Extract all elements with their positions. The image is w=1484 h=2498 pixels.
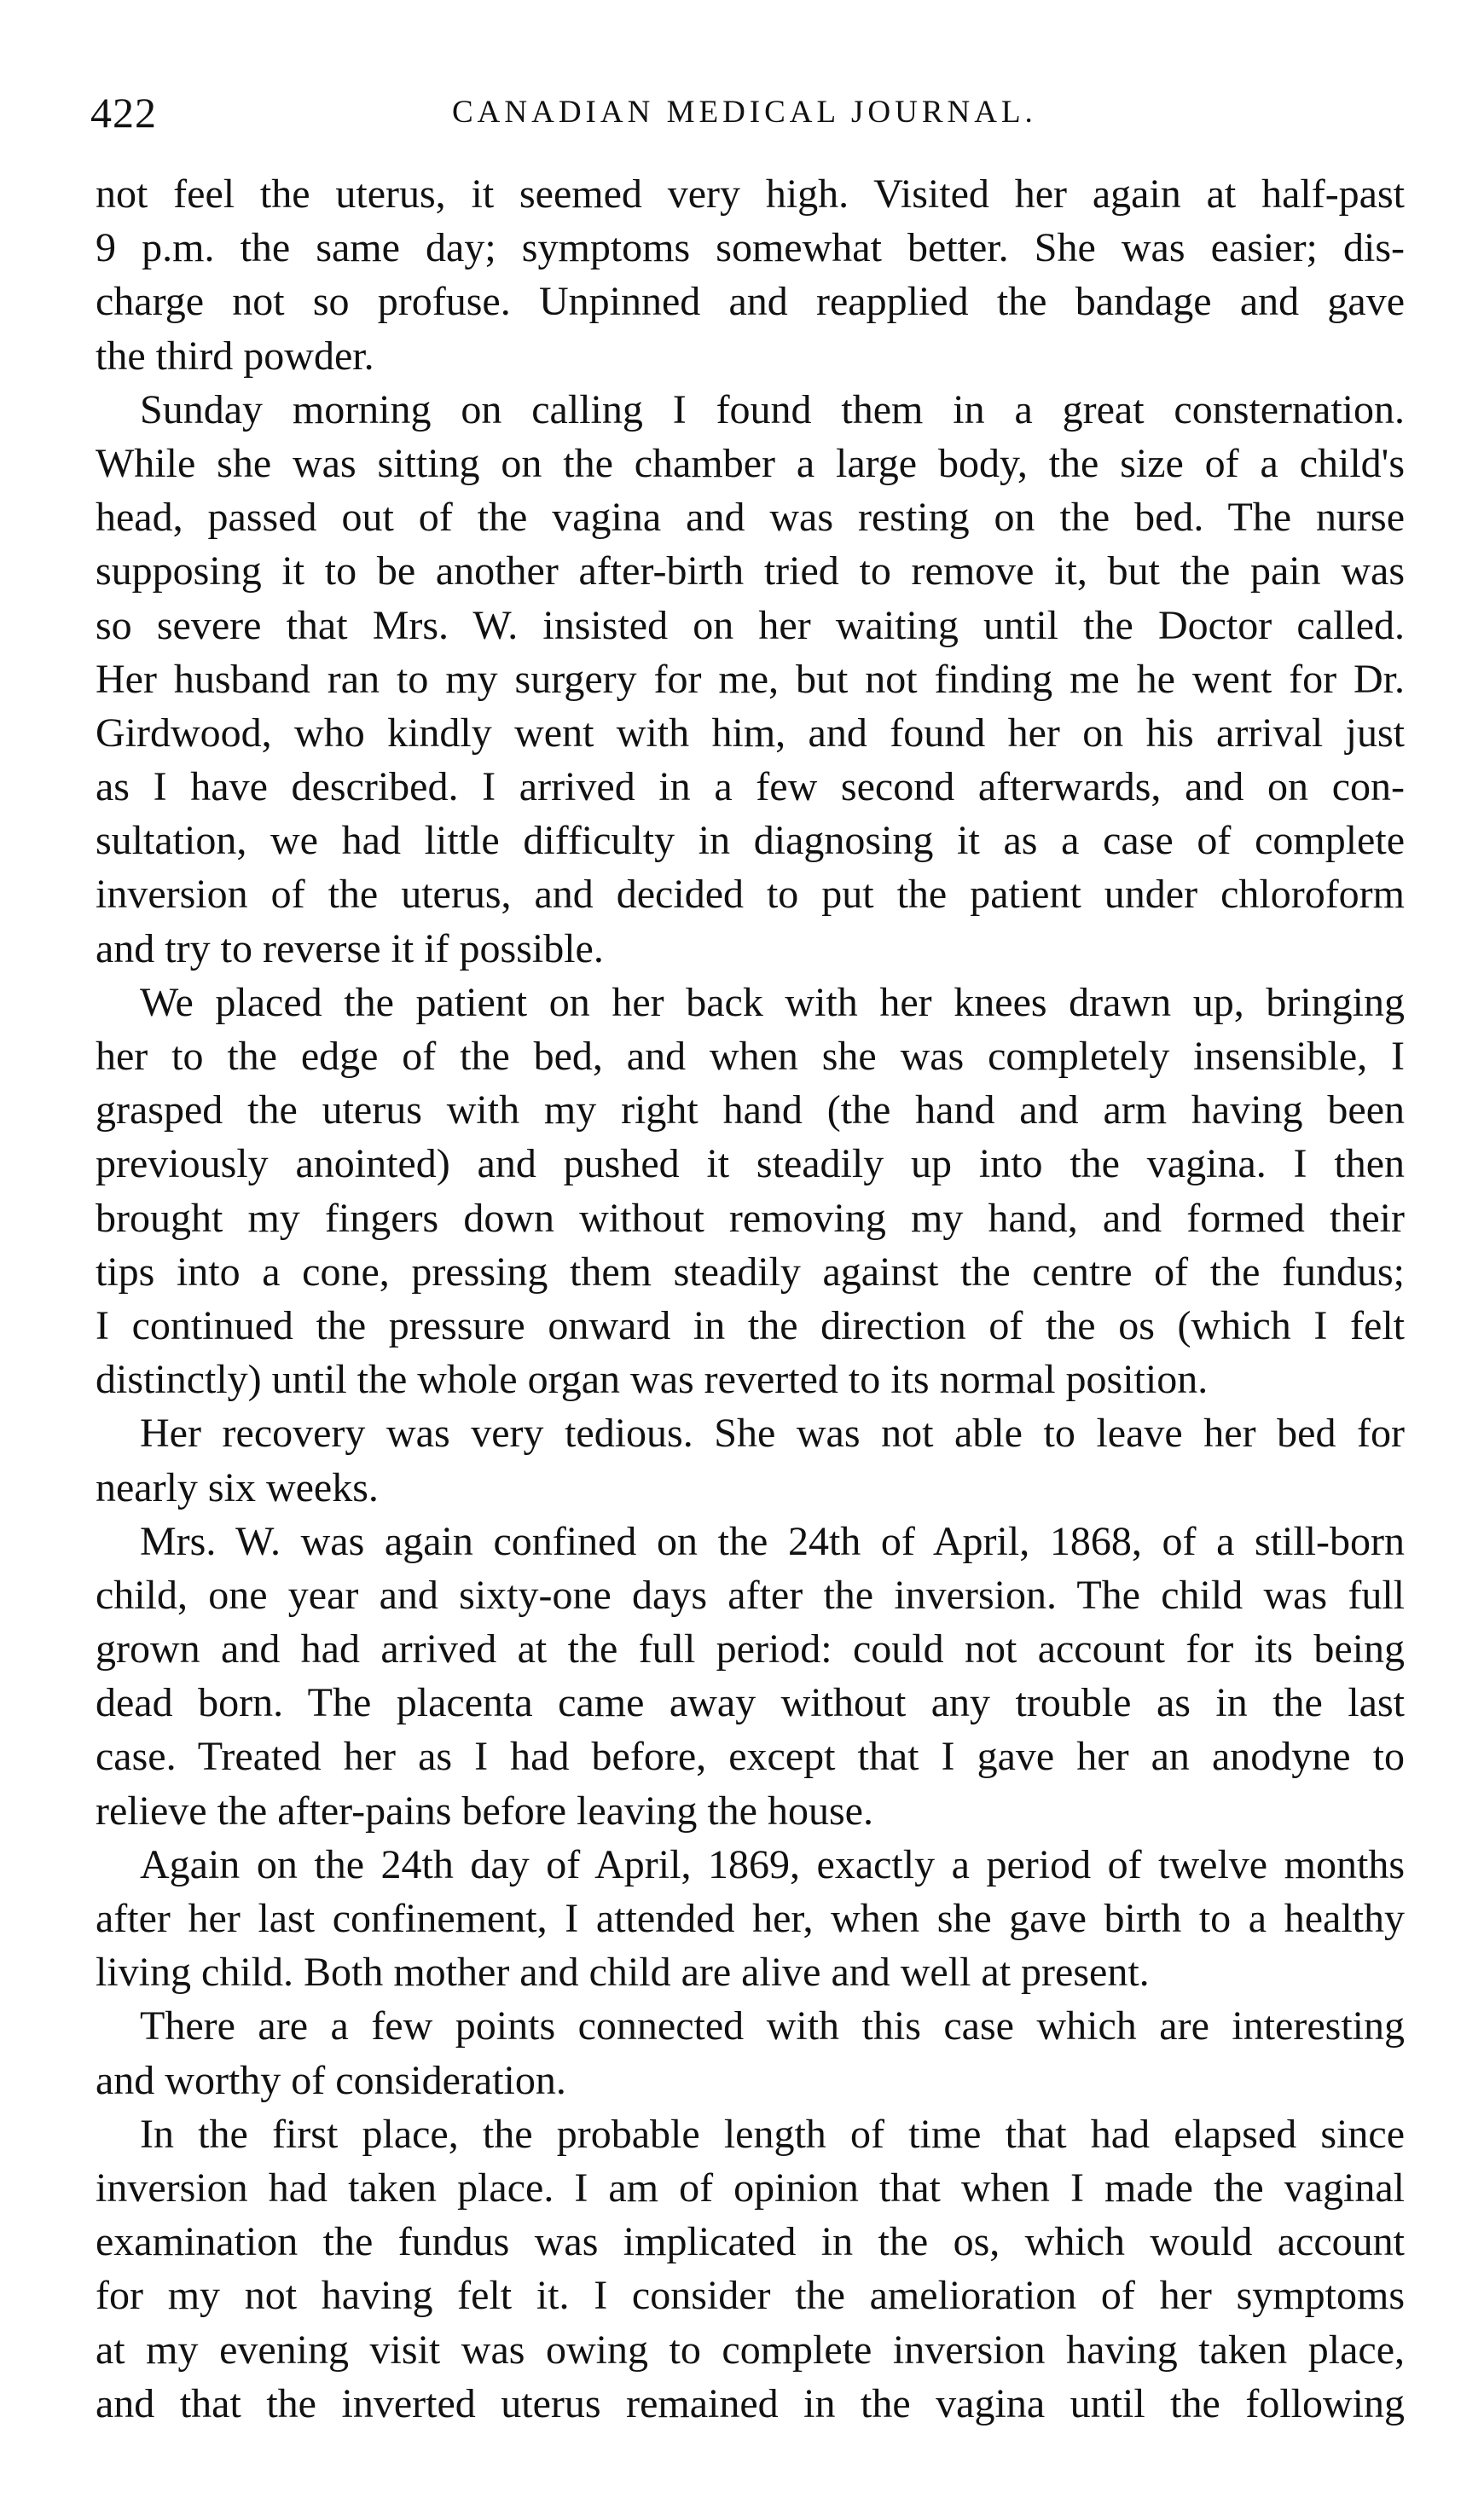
text-line: grasped the uterus with my right hand (the hand and arm having been: [96, 1087, 1405, 1133]
text-line: I continued the pressure onward in the direction of the os (which I felt: [96, 1302, 1405, 1348]
text-line: There are a few points connected with this case which are interesting: [140, 2003, 1405, 2049]
text-line: and that the inverted uterus remained in the vagina until the following: [96, 2380, 1405, 2426]
text-line: Mrs. W. was again confined on the 24th of April, 1868, of a still-born: [140, 1518, 1405, 1564]
text-line: not feel the uterus, it seemed very high. Visited her again at half-past: [96, 171, 1405, 217]
text-line: In the first place, the probable length of time that had elapsed since: [140, 2111, 1405, 2157]
text-line: living child. Both mother and child are alive and well at present.: [96, 1950, 1150, 1996]
text-line: inversion had taken place. I am of opinion that when I made the vaginal: [96, 2165, 1405, 2211]
text-line: sultation, we had little difficulty in diagnosing it as a case of complete: [96, 818, 1405, 864]
text-line: grown and had arrived at the full period: could not account for its being: [96, 1626, 1405, 1672]
text-line: Her husband ran to my surgery for me, but not finding me he went for Dr.: [96, 656, 1405, 702]
text-line: brought my fingers down without removing my hand, and formed their: [96, 1195, 1405, 1241]
text-line: Again on the 24th day of April, 1869, exactly a period of twelve months: [140, 1841, 1405, 1887]
text-line: Girdwood, who kindly went with him, and found her on his arrival just: [96, 710, 1405, 756]
text-line: and try to reverse it if possible.: [96, 925, 604, 971]
text-line: so severe that Mrs. W. insisted on her waiting until the Doctor called.: [96, 602, 1405, 648]
text-line: previously anointed) and pushed it steadily up into the vagina. I then: [96, 1141, 1405, 1187]
text-line: nearly six weeks.: [96, 1464, 379, 1510]
text-line: child, one year and sixty-one days after the inversion. The child was full: [96, 1572, 1405, 1618]
text-line: the third powder.: [96, 333, 374, 379]
text-line: tips into a cone, pressing them steadily against the centre of the fundus;: [96, 1249, 1405, 1295]
page-header: [85, 78, 1416, 147]
text-line: as I have described. I arrived in a few second afterwards, and on con-: [96, 764, 1405, 810]
text-line: We placed the patient on her back with her knees drawn up, bringing: [140, 979, 1405, 1025]
text-line: charge not so profuse. Unpinned and reapplied the bandage and gave: [96, 279, 1405, 325]
running-title: CANADIAN MEDICAL JOURNAL.: [452, 95, 1037, 130]
article-body: [96, 167, 1405, 2431]
text-line: her to the edge of the bed, and when she was completely insensible, I: [96, 1034, 1405, 1079]
text-line: after her last confinement, I attended her, when she gave birth to a healthy: [96, 1896, 1405, 1941]
text-line: distinctly) until the whole organ was reverted to its normal position.: [96, 1357, 1209, 1403]
text-line: dead born. The placenta came away without any trouble as in the last: [96, 1680, 1405, 1726]
text-line: Her recovery was very tedious. She was not able to leave her bed for: [140, 1411, 1405, 1457]
text-line: examination the fundus was implicated in the os, which would account: [96, 2219, 1405, 2265]
text-line: inversion of the uterus, and decided to put the patient under chloroform: [96, 872, 1405, 918]
text-line: at my evening visit was owing to complete inversion having taken place,: [96, 2327, 1405, 2373]
text-line: head, passed out of the vagina and was resting on the bed. The nurse: [96, 495, 1405, 541]
text-line: and worthy of consideration.: [96, 2057, 566, 2103]
text-line: relieve the after-pains before leaving the house.: [96, 1788, 873, 1834]
text-line: supposing it to be another after-birth tried to remove it, but the pain was: [96, 548, 1405, 594]
text-line: 9 p.m. the same day; symptoms somewhat better. She was easier; dis-: [96, 225, 1405, 271]
page-number: 422: [90, 89, 157, 136]
text-line: Sunday morning on calling I found them in a great consternation.: [140, 386, 1405, 432]
text-line: for my not having felt it. I consider the amelioration of her symptoms: [96, 2273, 1405, 2319]
text-line: While she was sitting on the chamber a large body, the size of a child's: [96, 440, 1405, 486]
text-line: case. Treated her as I had before, except that I gave her an anodyne to: [96, 1734, 1405, 1780]
